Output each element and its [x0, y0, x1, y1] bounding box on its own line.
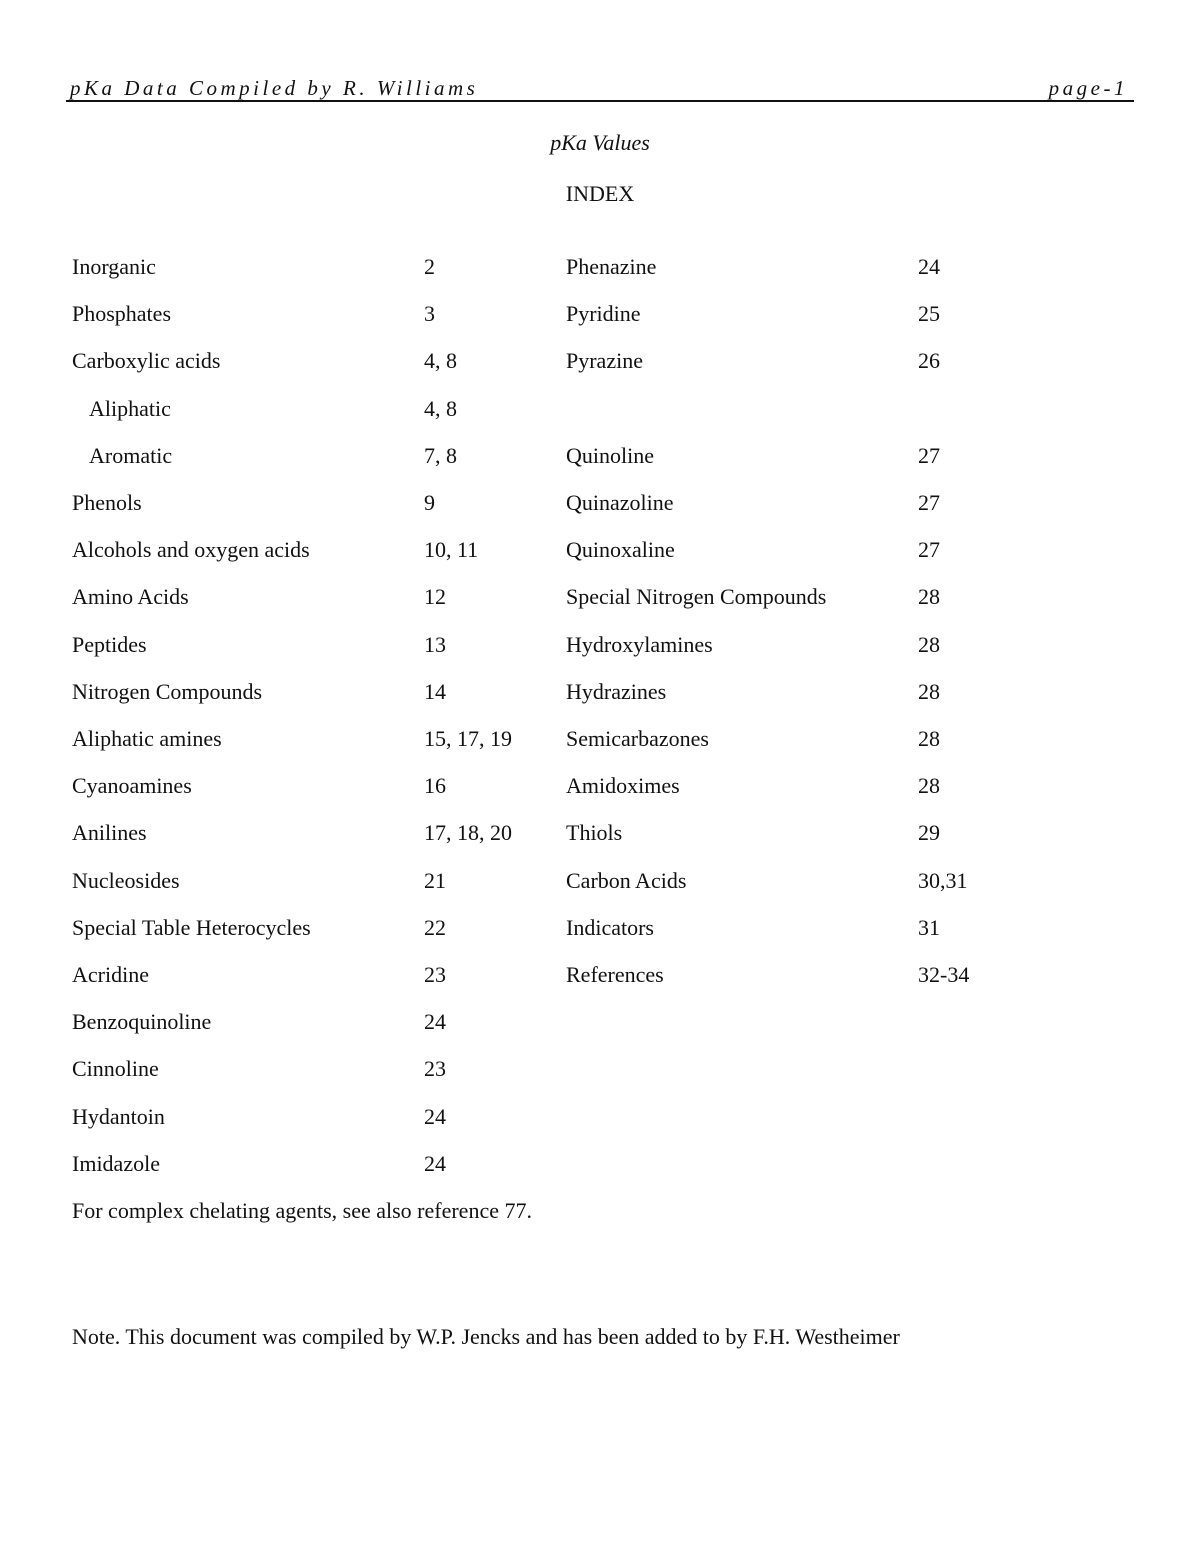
index-entry-name: Phosphates: [72, 301, 171, 327]
index-entry-pages: 27: [918, 537, 940, 563]
index-entry-name: Special Table Heterocycles: [72, 914, 311, 940]
index-entry-name: Cyanoamines: [72, 773, 192, 799]
index-entry-pages: 22: [424, 914, 446, 940]
index-entry-name: Hydantoin: [72, 1103, 165, 1129]
index-entry-pages: 16: [424, 773, 446, 799]
index-entry-pages: 31: [918, 914, 940, 940]
index-entry-name: Acridine: [72, 962, 149, 987]
index-entry-name: Hydrazines: [566, 678, 667, 704]
index-entry-pages: 17, 18, 20: [424, 820, 512, 846]
index-entry-pages: 29: [918, 820, 940, 846]
page-number: page-1: [1048, 76, 1128, 100]
index-entry-name: Semicarbazones: [566, 726, 709, 751]
index-entry-pages: 26: [918, 348, 940, 374]
index-entry-pages: 15, 17, 19: [424, 726, 512, 751]
index-entry-pages: 14: [424, 678, 446, 704]
index-entry-name: Aromatic: [89, 442, 173, 468]
index-entry-name: Indicators: [566, 914, 654, 940]
page-header-left: pKa Data Compiled by R. Williams: [70, 76, 479, 100]
index-entry-name: Amino Acids: [72, 584, 189, 610]
index-entry-pages: 28: [918, 631, 940, 657]
index-entry-name: Imidazole: [72, 1150, 160, 1176]
index-entry-pages: 24: [918, 254, 940, 279]
index-entry-pages: 27: [918, 442, 940, 468]
index-entry-name: Aliphatic: [89, 395, 171, 421]
index-entry-name: Thiols: [566, 820, 623, 846]
index-entry-name: Alcohols and oxygen acids: [72, 537, 310, 563]
header-rule: [66, 100, 1134, 102]
index-entry-pages: 28: [918, 678, 940, 704]
index-entry-name: Hydroxylamines: [566, 631, 713, 657]
index-entry-pages: 25: [918, 301, 940, 327]
index-entry-name: Carboxylic acids: [72, 348, 221, 374]
index-entry-name: Benzoquinoline: [72, 1009, 212, 1035]
index-entry-pages: 23: [424, 1056, 446, 1082]
index-entry-name: Amidoximes: [566, 773, 680, 799]
index-entry-pages: 4, 8: [424, 348, 457, 374]
index-entry-pages: 4, 8: [424, 395, 457, 421]
index-entry-name: Nitrogen Compounds: [72, 678, 263, 704]
index-entry-name: Special Nitrogen Compounds: [566, 584, 827, 610]
index-entry-pages: 10, 11: [424, 537, 479, 563]
index-entry-pages: 9: [424, 490, 435, 515]
index-entry-name: Peptides: [72, 631, 147, 657]
index-entry-name: Anilines: [72, 820, 147, 846]
index-entry-name: Cinnoline: [72, 1056, 159, 1082]
index-entry-pages: 13: [424, 631, 446, 657]
index-entry-name: Carbon Acids: [566, 867, 687, 893]
index-entry-pages: 24: [424, 1009, 446, 1035]
index-entry-pages: 28: [918, 726, 940, 751]
document-title: pKa Values: [550, 130, 650, 155]
index-entry-pages: 3: [424, 301, 435, 327]
index-entry-pages: 28: [918, 773, 940, 799]
compiler-note: Note. This document was compiled by W.P. Jencks and has been added to by F.H. Westheimer: [72, 1324, 900, 1349]
index-entry-pages: 32-34: [918, 962, 970, 987]
index-heading: INDEX: [565, 181, 635, 206]
index-entry-name: References: [566, 962, 664, 987]
index-entry-name: Quinoxaline: [566, 537, 675, 563]
index-entry-name: Inorganic: [72, 254, 156, 279]
index-entry-name: Aliphatic amines: [72, 726, 222, 751]
index-entry-pages: 24: [424, 1150, 446, 1176]
index-entry-pages: 23: [424, 962, 446, 987]
index-entry-pages: 27: [918, 490, 940, 515]
index-entry-name: Quinoline: [566, 442, 654, 468]
index-entry-pages: 7, 8: [424, 442, 457, 468]
index-entry-name: Nucleosides: [72, 867, 180, 893]
index-entry-pages: 30,31: [918, 867, 968, 893]
index-entry-pages: 21: [424, 867, 446, 893]
index-entry-pages: 12: [424, 584, 446, 610]
index-entry-pages: 28: [918, 584, 940, 610]
index-entry-pages: 2: [424, 254, 435, 279]
index-entry-pages: 24: [424, 1103, 446, 1129]
index-entry-name: Pyridine: [566, 301, 641, 327]
footnote: For complex chelating agents, see also reference 77.: [72, 1198, 532, 1223]
index-entry-name: Pyrazine: [566, 348, 643, 374]
index-entry-name: Phenols: [72, 490, 142, 515]
index-entry-name: Phenazine: [566, 254, 657, 279]
index-entry-name: Quinazoline: [566, 490, 674, 515]
